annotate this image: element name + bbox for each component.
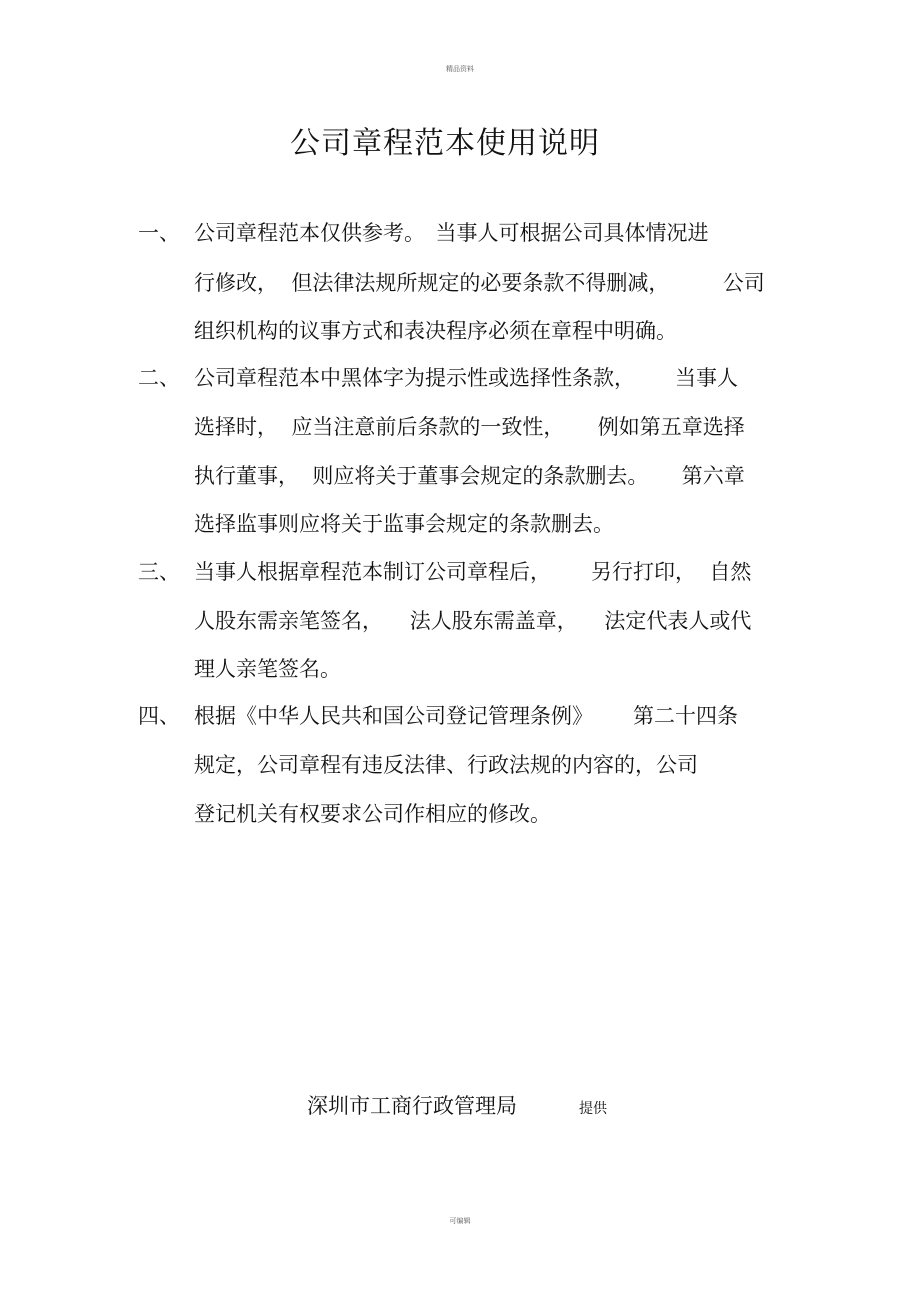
item-line: 选择时， 应当注意前后条款的一致性， 例如第五章选择 — [194, 415, 745, 439]
item-number: 三、 — [138, 560, 180, 584]
item-line: 根据《中华人民共和国公司登记管理条例》 第二十四条 — [194, 704, 739, 728]
item-line: 人股东需亲笔签名， 法人股东需盖章， 法定代表人或代 — [194, 609, 752, 633]
item-number: 一、 — [138, 221, 180, 245]
item-line: 组织机构的议事方式和表决程序必须在章程中明确。 — [194, 319, 677, 343]
item-line: 理人亲笔签名。 — [194, 657, 341, 681]
item-number: 四、 — [138, 704, 180, 728]
item-line: 执行董事， 则应将关于董事会规定的条款删去。 第六章 — [194, 464, 745, 488]
provided-label: 提供 — [579, 1101, 607, 1117]
item-line: 选择监事则应将关于监事会规定的条款删去。 — [194, 512, 614, 536]
item-line: 登记机关有权要求公司作相应的修改。 — [194, 802, 551, 826]
issuing-organization: 深圳市工商行政管理局 — [307, 1094, 517, 1118]
item-number: 二、 — [138, 366, 180, 390]
page-title: 公司章程范本使用说明 — [290, 126, 600, 161]
header-note: 精品资料 — [446, 65, 474, 73]
item-line: 公司章程范本仅供参考。 当事人可根据公司具体情况进 — [194, 221, 709, 245]
item-line: 当事人根据章程范本制订公司章程后， 另行打印， 自然 — [194, 560, 752, 584]
item-line: 规定，公司章程有违反法律、行政法规的内容的，公司 — [194, 753, 698, 777]
footer-note: 可编辑 — [449, 1217, 471, 1225]
item-line: 公司章程范本中黑体字为提示性或选择性条款， 当事人 — [194, 366, 739, 390]
item-line: 行修改， 但法律法规所规定的必要条款不得删减， 公司 — [194, 271, 765, 295]
